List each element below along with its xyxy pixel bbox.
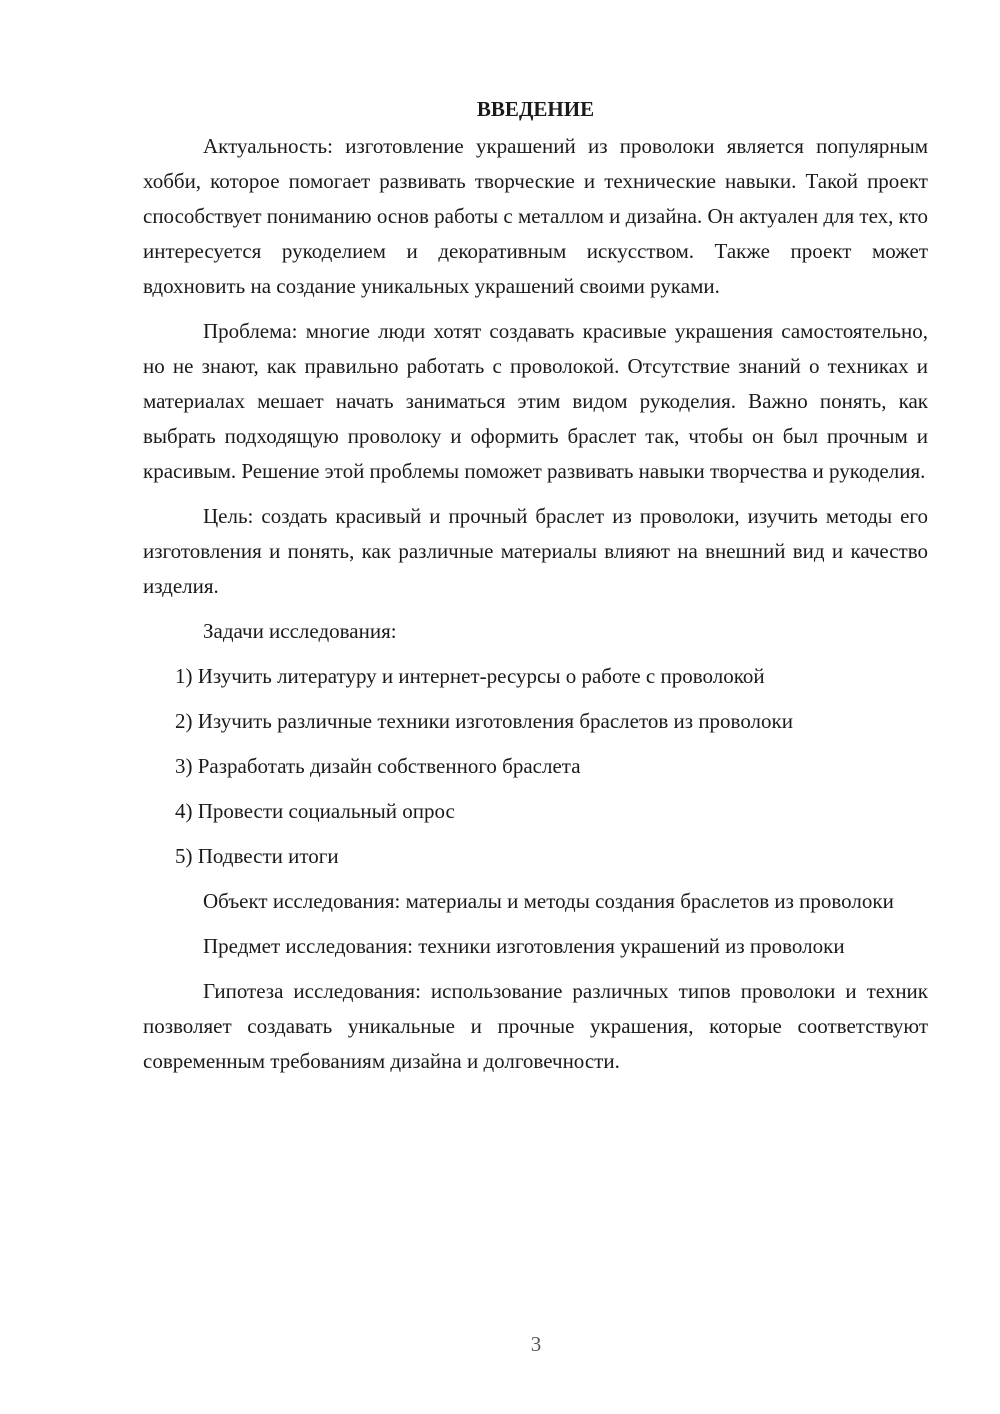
document-page: [143, 92, 928, 1089]
task-item: 1) Изучить литературу и интернет-ресурсы о работе с проволокой: [175, 664, 765, 688]
hypothesis-paragraph: Гипотеза исследования: использование различных типов проволоки и техник позволяет создавать уникальные и прочные украшения, которые соответствуют современным требованиям дизайна и долговечности.: [143, 979, 928, 1073]
section-heading: ВВЕДЕНИЕ: [476, 97, 595, 121]
relevance-paragraph: Актуальность: изготовление украшений из проволоки является популярным хобби, которое помогает развивать творческие и технические навыки. Такой проект способствует пониманию основ работы с металлом и дизайна. Он актуален для тех, кто интересуется рукоделием и декоративным искусством. Также проект может вдохновить на создание уникальных украшений своими руками.: [143, 134, 928, 298]
task-item: 3) Разработать дизайн собственного браслета: [175, 754, 581, 778]
object-paragraph: Объект исследования: материалы и методы создания браслетов из проволоки: [203, 889, 894, 913]
subject-paragraph: Предмет исследования: техники изготовления украшений из проволоки: [203, 934, 845, 958]
tasks-title: Задачи исследования:: [203, 619, 397, 643]
task-item: 5) Подвести итоги: [175, 844, 339, 868]
goal-paragraph: Цель: создать красивый и прочный браслет из проволоки, изучить методы его изготовления и понять, как различные материалы влияют на внешний вид и качество изделия.: [143, 504, 928, 598]
page-number: 3: [530, 1332, 542, 1356]
task-item: 4) Провести социальный опрос: [175, 799, 455, 823]
problem-paragraph: Проблема: многие люди хотят создавать красивые украшения самостоятельно, но не знают, как правильно работать с проволокой. Отсутствие знаний о техниках и материалах мешает начать заниматься этим видом рукоделия. Важно понять, как выбрать подходящую проволоку и оформить браслет так, чтобы он был прочным и красивым. Решение этой проблемы поможет развивать навыки творчества и рукоделия.: [143, 319, 928, 483]
task-item: 2) Изучить различные техники изготовления браслетов из проволоки: [175, 709, 793, 733]
task-list: [143, 659, 928, 874]
